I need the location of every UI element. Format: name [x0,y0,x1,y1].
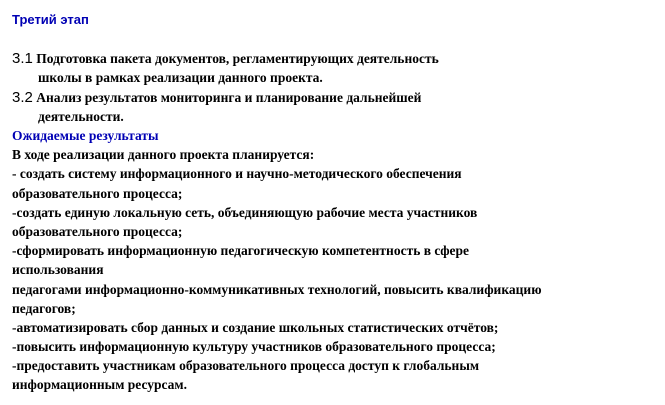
result-line: педагогами информационно-коммуникативных технологий, повысить квалификацию [12,282,542,297]
intro-text: В ходе реализации данного проекта планируется: [12,147,315,162]
result-line: -сформировать информационную педагогическую компетентность в сфере [12,243,470,258]
result-line: -создать единую локальную сеть, объединяющую рабочие места участников [12,205,478,220]
item-3-2-line-1 [12,90,421,106]
results-heading: Ожидаемые результаты [12,128,159,143]
result-line: информационным ресурсам. [12,377,187,392]
item-3-2-line-2: деятельности. [38,109,124,124]
item-3-1-line-2: школы в рамках реализации данного проекта. [38,70,323,85]
item-text: Анализ результатов мониторинга и планирование дальнейшей [36,90,422,105]
result-line: -автоматизировать сбор данных и создание школьных статистических отчётов; [12,320,499,335]
item-number: 3.1 [12,50,33,67]
stage-title: Третий этап [12,12,89,27]
item-number: 3.2 [12,89,33,106]
result-line: -повысить информационную культуру участников образовательного процесса; [12,339,496,354]
item-text: Подготовка пакета документов, регламентирующих деятельность [36,51,439,66]
result-line: - создать систему информационного и научно-методического обеспечения [12,166,462,181]
item-3-1-line-1 [12,51,439,67]
result-line: образовательного процесса; [12,224,183,239]
result-line: педагогов; [12,301,76,316]
result-line: использования [12,262,104,277]
result-line: -предоставить участникам образовательного процесса доступ к глобальным [12,358,480,373]
result-line: образовательного процесса; [12,186,183,201]
